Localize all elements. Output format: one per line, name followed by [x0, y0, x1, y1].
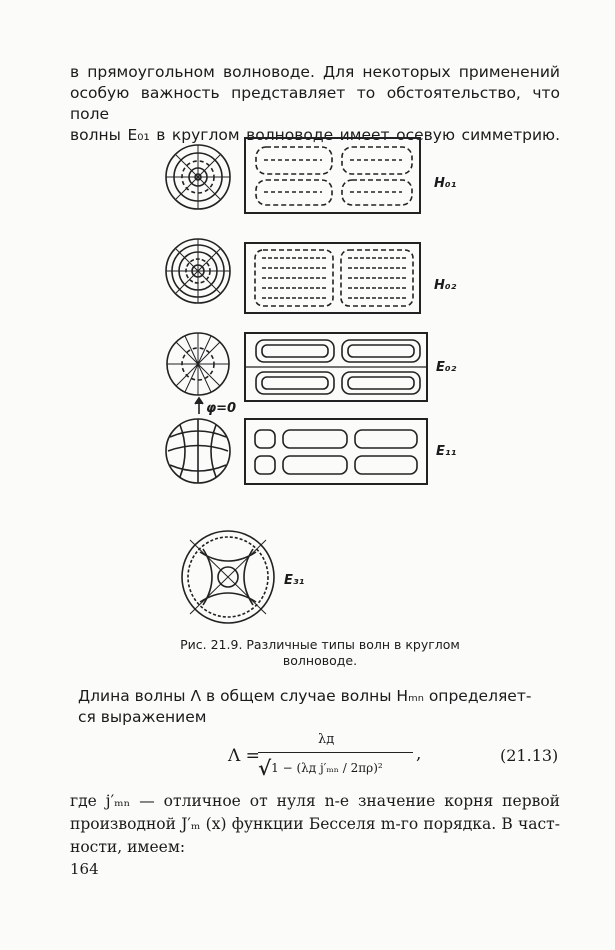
formula-21-13: [228, 732, 568, 782]
text-line: ся выражением: [78, 708, 207, 726]
bottom-paragraph: [70, 790, 560, 859]
e02-cross-section: [167, 333, 229, 395]
label-e02: E₀₂: [436, 360, 457, 375]
text-line: ности, имеем:: [70, 838, 186, 856]
text-line: особую важность представляет то обстоятельство, что поле: [70, 84, 560, 123]
page-number: 164: [70, 860, 99, 878]
h02-cross-section: [166, 239, 230, 303]
middle-paragraph: [78, 686, 562, 728]
figure-caption: [165, 637, 475, 669]
label-phi: φ=0: [206, 401, 237, 416]
fraction-bar: [258, 752, 413, 753]
text-line: волны E₀₁ в круглом волноводе имеет осевую симметрию.: [70, 126, 560, 144]
h02-longitudinal: [245, 243, 420, 313]
formula-numerator: λд: [318, 732, 335, 747]
label-h01: H₀₁: [434, 176, 457, 191]
sqrt-icon: √: [258, 756, 272, 780]
h01-cross-section: [166, 145, 230, 209]
text-line: в прямоугольном волноводе. Для некоторых применений: [70, 63, 560, 81]
e02-longitudinal: [245, 333, 427, 401]
text-line: Длина волны Λ в общем случае волны Hₘₙ определяет-: [78, 687, 532, 705]
caption-line: Рис. 21.9. Различные типы волн в круглом: [180, 637, 460, 652]
phi-arrow: [195, 398, 203, 414]
label-e31: E₃₁: [284, 573, 305, 588]
label-e11: E₁₁: [436, 444, 457, 459]
formula-lhs: Λ =: [228, 746, 260, 766]
h01-longitudinal: [245, 138, 420, 213]
denominator-text: 1 − (λд j′ₘₙ / 2πρ)²: [271, 761, 383, 775]
e31-cross-section: [182, 531, 274, 623]
formula-denominator: [258, 756, 383, 780]
equation-number: (21.13): [500, 746, 559, 765]
text-line: производной J′ₘ (x) функции Бесселя m-го порядка. В част-: [70, 815, 560, 833]
e11-cross-section: [166, 419, 230, 483]
label-h02: H₀₂: [434, 278, 457, 293]
e11-longitudinal: [245, 419, 427, 484]
text-line: где j′ₘₙ — отличное от нуля n-е значение корня первой: [70, 792, 560, 810]
caption-line: волноводе.: [282, 653, 358, 668]
formula-comma: ,: [416, 744, 422, 764]
